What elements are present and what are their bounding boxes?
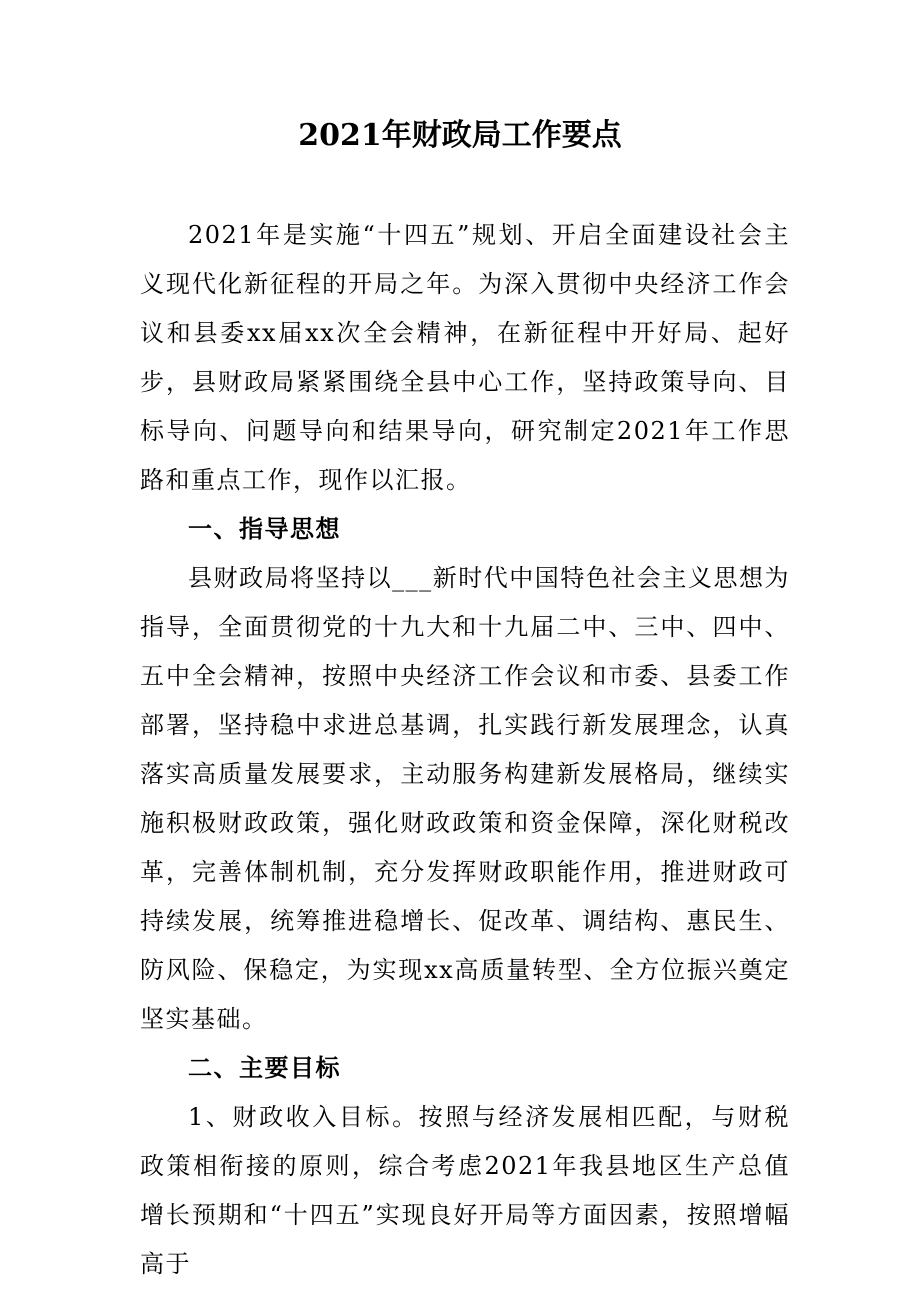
guiding-ideology-paragraph: 县财政局将坚持以___新时代中国特色社会主义思想为指导，全面贯彻党的十九大和十九届二中、三中、四中、五中全会精神，按照中央经济工作会议和市委、县委工作部署，坚持稳中求进总基调，扎实践行新发展理念，认真落实高质量发展要求，主动服务构建新发展格局，继续实施积极财政政策，强化财政政策和资金保障，深化财税改革，完善体制机制，充分发挥财政职能作用，推进财政可持续发展，统筹推进稳增长、促改革、调结构、惠民生、防风险、保稳定，为实现xx高质量转型、全方位振兴奠定坚实基础。 <box>140 564 790 1033</box>
document-body <box>140 211 790 1289</box>
document-title: 2021年财政局工作要点 <box>298 118 622 153</box>
main-goals-paragraph: 1、财政收入目标。按照与经济发展相匹配，与财税政策相衔接的原则，综合考虑2021年我县地区生产总值增长预期和“十四五”实现良好开局等方面因素，按照增幅高于 <box>140 1103 790 1278</box>
section-heading-main-goals: 二、主要目标 <box>188 1054 341 1082</box>
intro-paragraph: 2021年是实施“十四五”规划、开启全面建设社会主义现代化新征程的开局之年。为深入贯彻中央经济工作会议和县委xx届xx次全会精神，在新征程中开好局、起好步，县财政局紧紧围绕全县中心工作，坚持政策导向、目标导向、问题导向和结果导向，研究制定2021年工作思路和重点工作，现作以汇报。 <box>140 221 790 494</box>
section-heading-guiding-ideology: 一、指导思想 <box>188 515 341 543</box>
